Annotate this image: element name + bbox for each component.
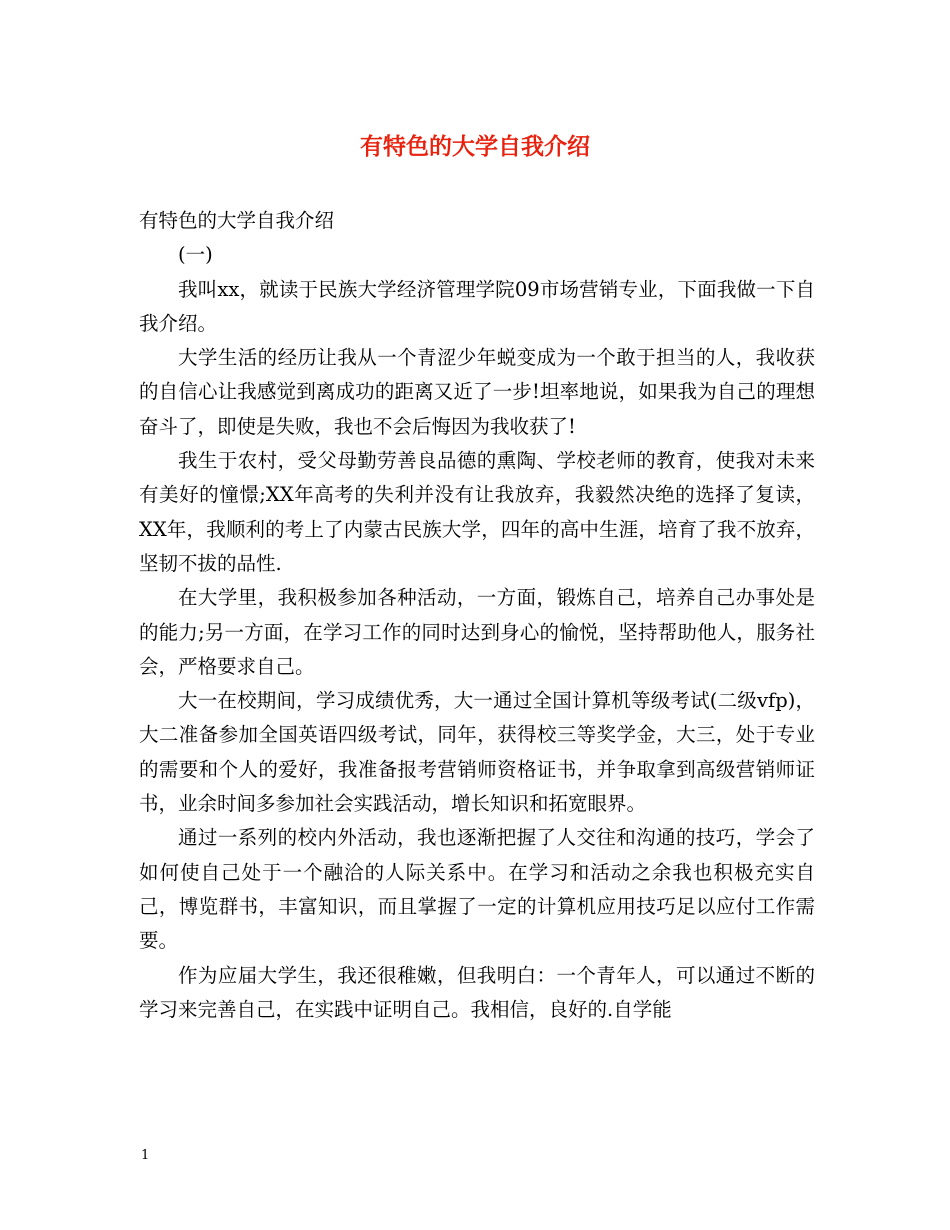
- paragraph: 作为应届大学生，我还很稚嫩，但我明白：一个青年人，可以通过不断的学习来完善自己，在实践中证明自己。我相信，良好的.自学能: [139, 963, 815, 1021]
- document-title: 有特色的大学自我介绍: [360, 134, 590, 160]
- paragraph: 我生于农村，受父母勤劳善良品德的熏陶、学校老师的教育，使我对未来有美好的憧憬;XX年高考的失利并没有让我放弃，我毅然决绝的选择了复读，XX年，我顺利的考上了内蒙古民族大学，四年的高中生涯，培育了我不放弃，坚韧不拔的品性.: [139, 449, 815, 575]
- section-marker: (一): [178, 243, 213, 267]
- paragraph: 通过一系列的校内外活动，我也逐渐把握了人交往和沟通的技巧，学会了如何使自己处于一个融洽的人际关系中。在学习和活动之余我也积极充实自己，博览群书，丰富知识，而且掌握了一定的计算机应用技巧足以应付工作需要。: [139, 826, 815, 953]
- document-subtitle: 有特色的大学自我介绍: [139, 209, 335, 232]
- paragraph: 大一在校期间，学习成绩优秀，大一通过全国计算机等级考试(二级vfp)，大二准备参加全国英语四级考试，同年，获得校三等奖学金，大三，处于专业的需要和个人的爱好，我准备报考营销师资格证书，并争取拿到高级营销师证书，业余时间多参加社会实践活动，增长知识和拓宽眼界。: [139, 689, 815, 816]
- paragraph: 在大学里，我积极参加各种活动，一方面，锻炼自己，培养自己办事处是的能力;另一方面，在学习工作的同时达到身心的愉悦，坚持帮助他人，服务社会，严格要求自己。: [139, 586, 815, 678]
- paragraph: 大学生活的经历让我从一个青涩少年蜕变成为一个敢于担当的人，我收获的自信心让我感觉到离成功的距离又近了一步!坦率地说，如果我为自己的理想奋斗了，即使是失败，我也不会后悔因为我收获了!: [139, 346, 815, 438]
- page-number: 1: [141, 1148, 150, 1163]
- paragraph: 我叫xx，就读于民族大学经济管理学院09市场营销专业，下面我做一下自我介绍。: [139, 277, 815, 335]
- document-body: [139, 204, 815, 1027]
